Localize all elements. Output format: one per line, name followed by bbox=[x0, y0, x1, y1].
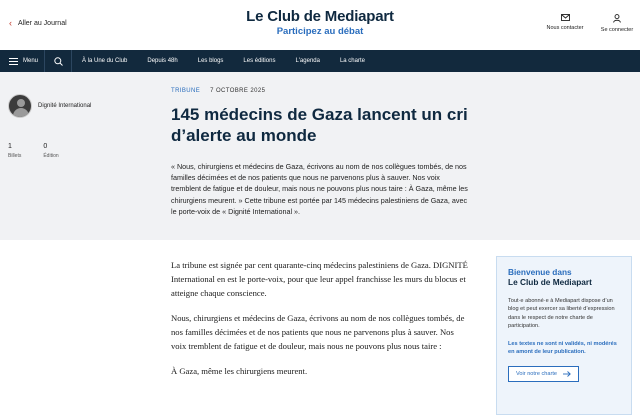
back-link-label: Aller au Journal bbox=[18, 20, 67, 27]
article-body bbox=[171, 258, 471, 389]
welcome-title: Bienvenue dans bbox=[508, 267, 572, 277]
author-stats bbox=[8, 143, 59, 159]
envelope-icon bbox=[561, 14, 570, 21]
paragraph: La tribune est signée par cent quarante-cinq médecins palestiniens de Gaza. DIGNITÉ International en est le porte-voix, pour que leur appel franchisse les murs du blocus et atteigne chaque conscience. bbox=[171, 260, 468, 298]
nav-item-48h[interactable]: Depuis 48h bbox=[147, 58, 178, 64]
welcome-text: Tout·e abonné·e à Mediapart dispose d’un blog et peut exercer sa liberté d’expression dans le respect de notre charte de participation. bbox=[508, 298, 615, 329]
user-icon bbox=[613, 14, 621, 23]
contact-button[interactable] bbox=[542, 14, 588, 31]
stat-label: Billets bbox=[8, 153, 22, 159]
contact-label: Nous contacter bbox=[546, 25, 584, 31]
stat-value: 1 bbox=[8, 143, 12, 150]
paragraph: À Gaza, même les chirurgiens meurent. bbox=[171, 366, 308, 376]
charter-button[interactable] bbox=[508, 366, 579, 382]
search-icon bbox=[54, 57, 63, 66]
stat-value: 0 bbox=[43, 143, 48, 150]
site-header bbox=[0, 0, 640, 50]
menu-button[interactable] bbox=[0, 58, 44, 65]
article-date: 7 OCTOBRE 2025 bbox=[210, 88, 266, 94]
welcome-note: Les textes ne sont ni validés, ni modérés en amont de leur publication. bbox=[508, 341, 617, 356]
author-name[interactable]: Dignité International bbox=[38, 103, 92, 109]
login-label: Se connecter bbox=[600, 27, 634, 33]
nav-items bbox=[82, 58, 385, 64]
stat-billets bbox=[8, 143, 21, 159]
paragraph: Nous, chirurgiens et médecins de Gaza, écrivons au nom de nos collègues tombés, de nos familles décimées et de nos patients que nous ne parvenons plus à sauver. Nos voix tremblent de fatigue et de douleur, mais nous ne pouvons plus nous taire : bbox=[171, 313, 465, 351]
nav-item-blogs[interactable]: Les blogs bbox=[197, 58, 224, 64]
nav-item-editions[interactable]: Les éditions bbox=[243, 58, 276, 64]
article-title: 145 médecins de Gaza lancent un cri d’alerte au monde bbox=[171, 105, 468, 145]
nav-divider bbox=[71, 50, 72, 72]
nav-item-charte[interactable]: La charte bbox=[339, 58, 365, 64]
chevron-left-icon: ‹ bbox=[9, 18, 12, 28]
article-meta bbox=[171, 88, 265, 94]
welcome-title-club: Le Club de Mediapart bbox=[508, 277, 592, 287]
avatar[interactable] bbox=[8, 94, 32, 118]
nav-item-agenda[interactable]: L'agenda bbox=[295, 58, 320, 64]
brand-title: Le Club de Mediapart bbox=[246, 8, 394, 25]
charter-button-label: Voir notre charte bbox=[516, 370, 558, 377]
nav-item-une[interactable]: À la Une du Club bbox=[82, 58, 128, 64]
stat-edition bbox=[43, 143, 58, 159]
search-button[interactable] bbox=[45, 50, 71, 72]
arrow-right-icon bbox=[563, 371, 571, 377]
menu-label: Menu bbox=[23, 58, 39, 64]
welcome-box bbox=[496, 256, 632, 415]
brand-subtitle: Participez au débat bbox=[276, 26, 364, 37]
article-tag[interactable]: TRIBUNE bbox=[171, 88, 201, 94]
main-nav bbox=[0, 50, 640, 72]
article-hero bbox=[0, 72, 640, 240]
article-chapo: « Nous, chirurgiens et médecins de Gaza, écrivons au nom de nos collègues tombés, de nos familles décimées et de nos patients que nous ne parvenons plus à sauver. Nos voix tremblent de fatigue et de douleur, mais nous ne pouvons plus nous taire : À Gaza, même les chirurgiens meurent. » Cette tribune est portée par 145 médecins palestiniens de Gaza, avec le porte-voix de « Dignité International ». bbox=[171, 162, 468, 216]
login-button[interactable] bbox=[596, 14, 638, 33]
hamburger-icon bbox=[9, 58, 18, 65]
author-block[interactable] bbox=[8, 94, 91, 118]
stat-label: Édition bbox=[43, 153, 59, 159]
